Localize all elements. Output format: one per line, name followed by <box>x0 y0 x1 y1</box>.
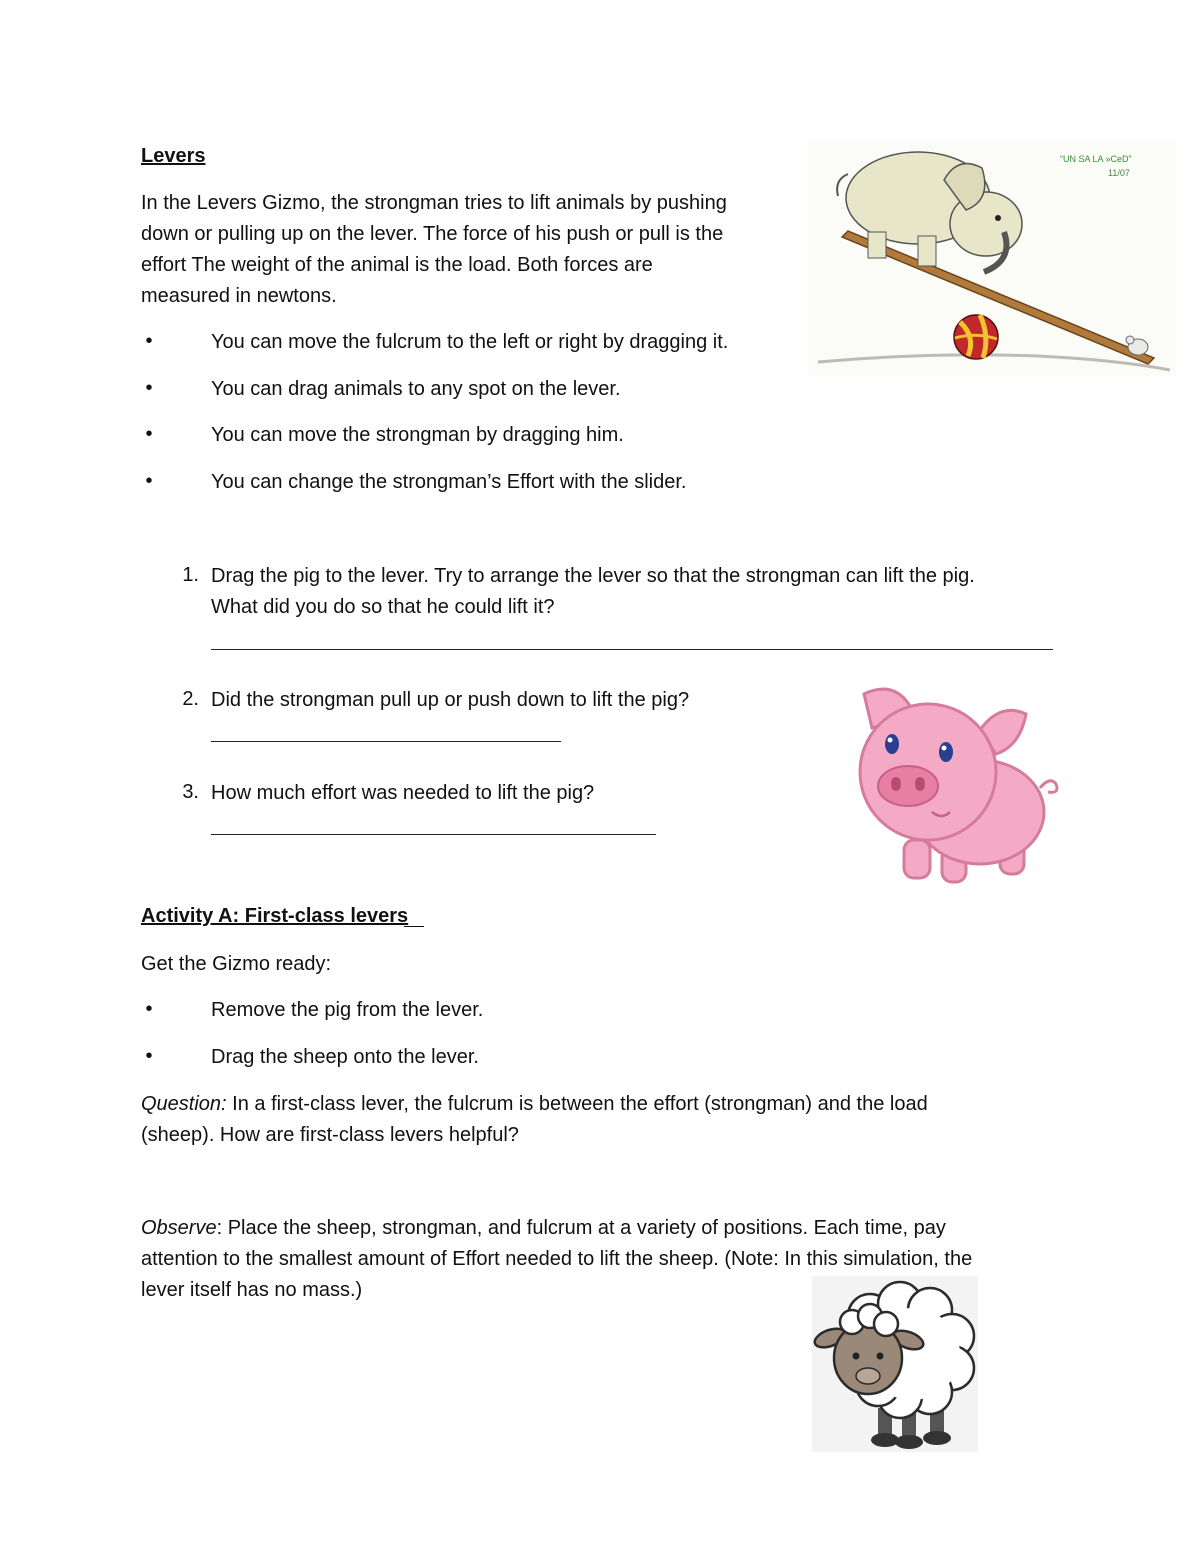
bullet-symbol: • <box>145 1045 153 1067</box>
bullet-symbol: • <box>145 470 153 492</box>
intro-line: effort The weight of the animal is the load. Both forces are <box>141 254 653 276</box>
question-line: (sheep). How are first-class levers helpful? <box>141 1124 519 1146</box>
question-text: In a first-class lever, the fulcrum is between the effort (strongman) and the load <box>226 1093 928 1115</box>
bullet-text: You can change the strongman’s Effort with the slider. <box>211 471 687 493</box>
bullet-text: Remove the pig from the lever. <box>211 999 484 1021</box>
question-text: Did the strongman pull up or push down to lift the pig? <box>211 689 690 711</box>
answer-blank[interactable] <box>211 649 1053 650</box>
bullet-symbol: • <box>145 377 153 399</box>
question-number: 1. <box>182 564 199 586</box>
illustration-date: 11/07 <box>1108 168 1130 178</box>
bullet-text: Drag the sheep onto the lever. <box>211 1046 479 1068</box>
question-text: Drag the pig to the lever. Try to arrange the lever so that the strongman can lift the pig. <box>211 565 975 587</box>
question-number: 2. <box>182 688 199 710</box>
bullet-text: You can drag animals to any spot on the lever. <box>211 378 621 400</box>
intro-line: measured in newtons. <box>141 285 337 307</box>
observe-line: lever itself has no mass.) <box>141 1279 363 1301</box>
bullet-symbol: • <box>145 330 153 352</box>
intro-line: In the Levers Gizmo, the strongman tries to lift animals by pushing <box>141 192 727 214</box>
sheep-illustration <box>812 1276 978 1452</box>
observe-label: Observe <box>141 1217 217 1239</box>
bullet-text: You can move the fulcrum to the left or right by dragging it. <box>211 331 729 353</box>
question-text: How much effort was needed to lift the pig? <box>211 782 595 804</box>
question-text: What did you do so that he could lift it? <box>211 596 555 618</box>
bullet-text: You can move the strongman by dragging him. <box>211 424 624 446</box>
elephant-lever-illustration <box>808 140 1176 376</box>
section-title-levers: Levers <box>141 145 206 167</box>
intro-line: down or pulling up on the lever. The force of his push or pull is the <box>141 223 724 245</box>
bullet-symbol: • <box>145 423 153 445</box>
question-label: Question: <box>141 1093 227 1115</box>
question-line <box>141 1092 928 1116</box>
observe-line: attention to the smallest amount of Effort needed to lift the sheep. (Note: In this simulation, the <box>141 1248 973 1270</box>
observe-line <box>141 1216 946 1240</box>
observe-text: : Place the sheep, strongman, and fulcrum at a variety of positions. Each time, pay <box>216 1217 946 1239</box>
title-underline-extension <box>404 926 424 927</box>
answer-blank[interactable] <box>211 741 561 742</box>
question-number: 3. <box>182 781 199 803</box>
get-ready-label: Get the Gizmo ready: <box>141 953 332 975</box>
section-title-activity-a: Activity A: First-class levers <box>141 905 409 927</box>
answer-blank[interactable] <box>211 834 656 835</box>
pig-illustration <box>850 680 1062 890</box>
bullet-symbol: • <box>145 998 153 1020</box>
illustration-signature: “UN SA LA »CeD” <box>1060 154 1132 164</box>
